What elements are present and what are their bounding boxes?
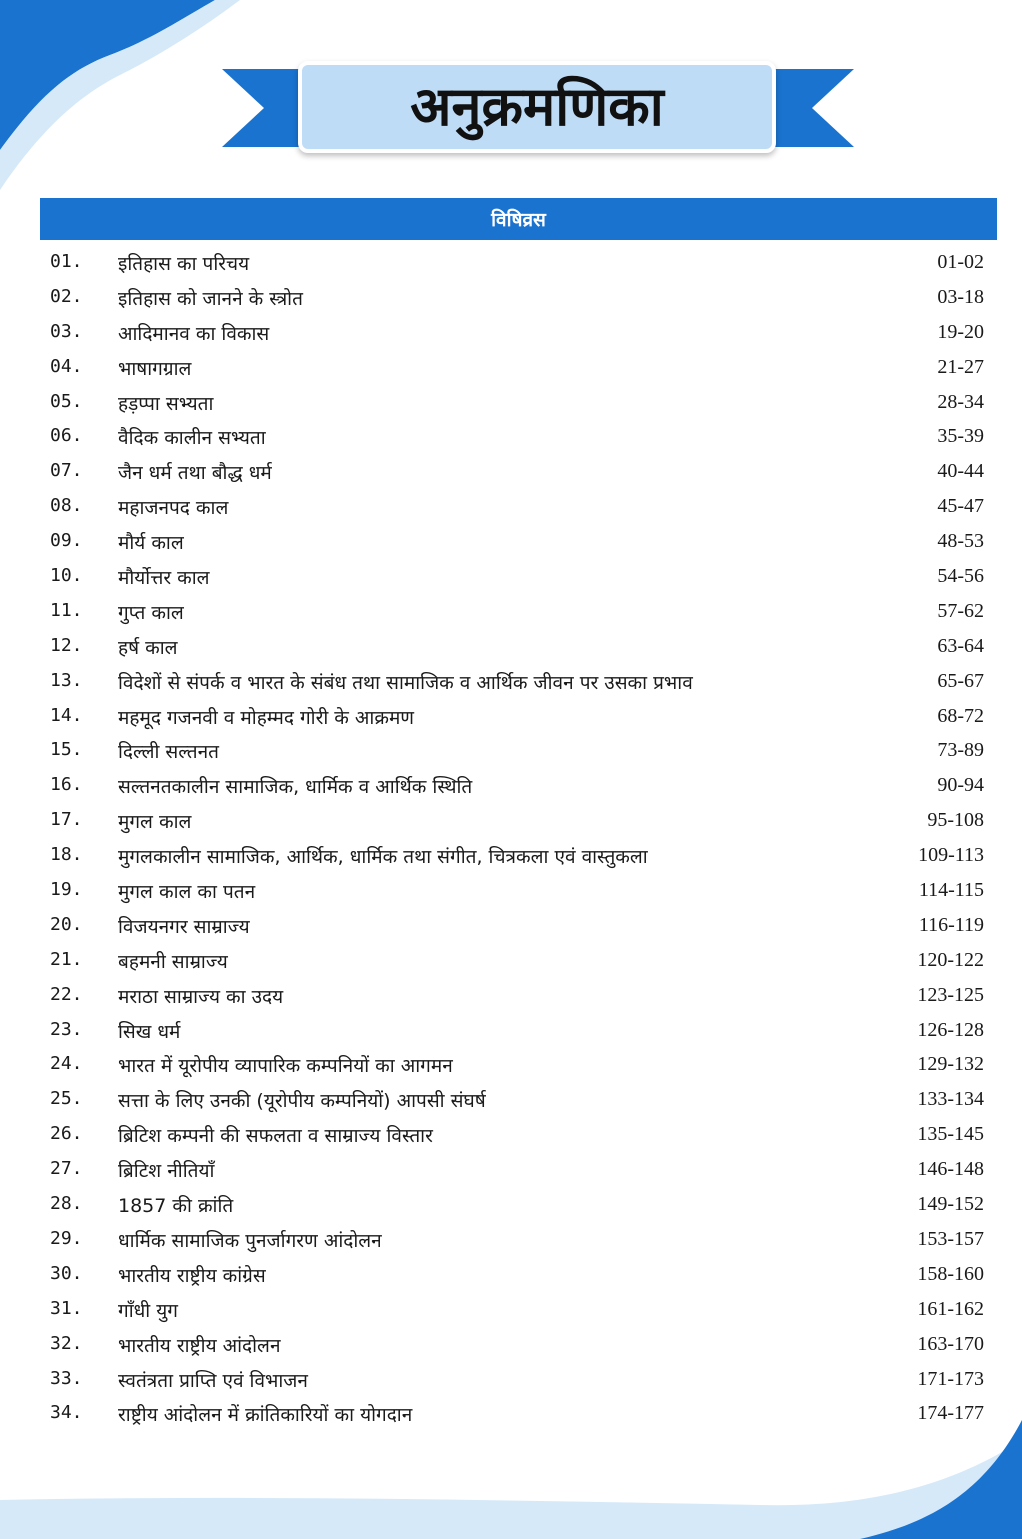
- toc-chapter-title: वैदिक कालीन सभ्यता: [118, 427, 266, 450]
- toc-row: [0, 1292, 1022, 1327]
- toc-row: [0, 1082, 1022, 1117]
- toc-chapter-title: मुगल काल: [118, 811, 192, 834]
- toc-row: [0, 664, 1022, 699]
- toc-row: [0, 350, 1022, 385]
- toc-page-range: 95-108: [927, 809, 984, 832]
- toc-number: 08.: [50, 495, 83, 517]
- toc-number: 18.: [50, 844, 83, 866]
- toc-page-range: 28-34: [937, 390, 984, 413]
- toc-number: 20.: [50, 913, 83, 935]
- toc-page-range: 21-27: [937, 355, 984, 378]
- toc-chapter-title: ब्रिटिश नीतियाँ: [118, 1160, 215, 1183]
- toc-page-range: 35-39: [937, 425, 984, 448]
- toc-row: [0, 1013, 1022, 1048]
- toc-number: 04.: [50, 355, 83, 377]
- toc-row: [0, 1222, 1022, 1257]
- toc-chapter-title: भारतीय राष्ट्रीय आंदोलन: [118, 1334, 281, 1357]
- toc-number: 14.: [50, 704, 83, 726]
- toc-page-range: 48-53: [937, 530, 984, 553]
- toc-chapter-title: मौर्य काल: [118, 532, 184, 555]
- toc-row: [0, 559, 1022, 594]
- table-header-label: विषिव्रस: [491, 209, 546, 231]
- toc-number: 30.: [50, 1262, 83, 1284]
- toc-page-range: 114-115: [918, 879, 984, 902]
- toc-chapter-title: धार्मिक सामाजिक पुनर्जागरण आंदोलन: [118, 1229, 382, 1252]
- toc-page-range: 45-47: [937, 495, 984, 518]
- toc-number: 19.: [50, 879, 83, 901]
- toc-page-range: 153-157: [917, 1227, 984, 1250]
- toc-number: 07.: [50, 460, 83, 482]
- toc-chapter-title: इतिहास को जानने के स्त्रोत: [118, 287, 303, 310]
- toc-chapter-title: विदेशों से संपर्क व भारत के संबंध तथा सामाजिक व आर्थिक जीवन पर उसका प्रभाव: [118, 671, 693, 694]
- toc-page-range: 63-64: [937, 634, 984, 657]
- toc-page-range: 120-122: [917, 948, 984, 971]
- toc-row: [0, 245, 1022, 280]
- toc-page-range: 123-125: [917, 983, 984, 1006]
- toc-row: [0, 768, 1022, 803]
- toc-chapter-title: मुगल काल का पतन: [118, 881, 256, 904]
- toc-page-range: 161-162: [917, 1297, 984, 1320]
- toc-row: [0, 594, 1022, 629]
- toc-row: [0, 385, 1022, 420]
- toc-row: [0, 838, 1022, 873]
- toc-chapter-title: मराठा साम्राज्य का उदय: [118, 985, 284, 1008]
- toc-number: 12.: [50, 634, 83, 656]
- toc-number: 29.: [50, 1227, 83, 1249]
- toc-page-range: 146-148: [917, 1158, 984, 1181]
- toc-page-range: 174-177: [917, 1402, 984, 1425]
- toc-page-range: 90-94: [937, 774, 984, 797]
- toc-chapter-title: मौर्योत्तर काल: [118, 567, 210, 590]
- toc-number: 13.: [50, 669, 83, 691]
- toc-row: [0, 419, 1022, 454]
- toc-row: [0, 1362, 1022, 1397]
- toc-number: 15.: [50, 739, 83, 761]
- toc-row: [0, 454, 1022, 489]
- toc-row: [0, 1117, 1022, 1152]
- toc-row: [0, 699, 1022, 734]
- toc-number: 32.: [50, 1332, 83, 1354]
- toc-chapter-title: सल्तनतकालीन सामाजिक, धार्मिक व आर्थिक स्थिति: [118, 776, 473, 799]
- toc-chapter-title: सिख धर्म: [118, 1020, 181, 1043]
- toc-row: [0, 1327, 1022, 1362]
- toc-page-range: 19-20: [937, 320, 984, 343]
- toc-row: [0, 489, 1022, 524]
- toc-number: 24.: [50, 1053, 83, 1075]
- toc-number: 05.: [50, 390, 83, 412]
- toc-number: 27.: [50, 1158, 83, 1180]
- toc-page-range: 68-72: [937, 704, 984, 727]
- toc-number: 16.: [50, 774, 83, 796]
- toc-list: [0, 245, 1022, 1431]
- ribbon-right-tail: [764, 69, 854, 147]
- toc-chapter-title: बहमनी साम्राज्य: [118, 950, 228, 973]
- toc-row: [0, 873, 1022, 908]
- toc-number: 17.: [50, 809, 83, 831]
- toc-row: [0, 1187, 1022, 1222]
- toc-row: [0, 1257, 1022, 1292]
- toc-row: [0, 803, 1022, 838]
- toc-row: [0, 1396, 1022, 1431]
- toc-row: [0, 733, 1022, 768]
- toc-number: 23.: [50, 1018, 83, 1040]
- toc-row: [0, 315, 1022, 350]
- toc-page-range: 73-89: [937, 739, 984, 762]
- toc-page-range: 116-119: [918, 913, 984, 936]
- toc-chapter-title: महाजनपद काल: [118, 497, 229, 520]
- toc-chapter-title: भारतीय राष्ट्रीय कांग्रेस: [118, 1264, 266, 1287]
- toc-number: 21.: [50, 948, 83, 970]
- toc-number: 11.: [50, 599, 83, 621]
- toc-chapter-title: हर्ष काल: [118, 636, 178, 659]
- toc-chapter-title: इतिहास का परिचय: [118, 253, 250, 275]
- toc-chapter-title: दिल्ली सल्तनत: [118, 741, 219, 764]
- toc-chapter-title: गुप्त काल: [118, 601, 184, 624]
- toc-page-range: 133-134: [917, 1088, 984, 1111]
- toc-page-range: 01-02: [937, 251, 984, 273]
- toc-page-range: 03-18: [937, 285, 984, 308]
- toc-row: [0, 1047, 1022, 1082]
- toc-row: [0, 629, 1022, 664]
- toc-number: 26.: [50, 1123, 83, 1145]
- toc-row: [0, 280, 1022, 315]
- toc-chapter-title: हड़प्पा सभ्यता: [118, 392, 214, 415]
- toc-page-range: 135-145: [917, 1123, 984, 1146]
- toc-number: 28.: [50, 1193, 83, 1215]
- toc-page-range: 171-173: [917, 1367, 984, 1390]
- toc-page-range: 57-62: [937, 599, 984, 622]
- toc-number: 10.: [50, 565, 83, 587]
- toc-chapter-title: भाषागग्राल: [118, 357, 192, 380]
- toc-page-range: 126-128: [917, 1018, 984, 1041]
- toc-number: 22.: [50, 983, 83, 1005]
- toc-chapter-title: गाँधी युग: [118, 1299, 178, 1322]
- toc-page-range: 163-170: [917, 1332, 984, 1355]
- toc-page-range: 40-44: [937, 460, 984, 483]
- toc-row: [0, 1152, 1022, 1187]
- toc-page-range: 109-113: [918, 844, 984, 867]
- toc-chapter-title: 1857 की क्रांति: [118, 1195, 234, 1218]
- title-banner: [222, 55, 854, 165]
- toc-number: 34.: [50, 1402, 83, 1424]
- toc-chapter-title: स्वतंत्रता प्राप्ति एवं विभाजन: [118, 1369, 308, 1392]
- toc-page-range: 158-160: [917, 1262, 984, 1285]
- toc-chapter-title: महमूद गजनवी व मोहम्मद गोरी के आक्रमण: [118, 706, 415, 729]
- toc-number: 06.: [50, 425, 83, 447]
- toc-row: [0, 908, 1022, 943]
- toc-chapter-title: भारत में यूरोपीय व्यापारिक कम्पनियों का आगमन: [118, 1055, 453, 1078]
- toc-row: [0, 943, 1022, 978]
- toc-page-range: 54-56: [937, 565, 984, 588]
- toc-number: 33.: [50, 1367, 83, 1389]
- toc-number: 31.: [50, 1297, 83, 1319]
- toc-chapter-title: राष्ट्रीय आंदोलन में क्रांतिकारियों का योगदान: [118, 1404, 413, 1427]
- toc-page-range: 149-152: [917, 1193, 984, 1216]
- toc-page-range: 65-67: [937, 669, 984, 692]
- toc-page-range: 129-132: [917, 1053, 984, 1076]
- toc-chapter-title: जैन धर्म तथा बौद्ध धर्म: [118, 462, 272, 485]
- toc-chapter-title: विजयनगर साम्राज्य: [118, 915, 250, 938]
- toc-number: 25.: [50, 1088, 83, 1110]
- toc-chapter-title: सत्ता के लिए उनकी (यूरोपीय कम्पनियों) आपसी संघर्ष: [118, 1090, 486, 1113]
- toc-number: 03.: [50, 320, 83, 342]
- toc-row: [0, 978, 1022, 1013]
- table-header-bar: [40, 198, 997, 240]
- toc-chapter-title: आदिमानव का विकास: [118, 322, 270, 345]
- toc-row: [0, 524, 1022, 559]
- toc-chapter-title: ब्रिटिश कम्पनी की सफलता व साम्राज्य विस्तार: [118, 1125, 433, 1148]
- toc-number: 09.: [50, 530, 83, 552]
- toc-chapter-title: मुगलकालीन सामाजिक, आर्थिक, धार्मिक तथा संगीत, चित्रकला एवं वास्तुकला: [118, 846, 648, 869]
- page-title: अनुक्रमणिका: [410, 75, 664, 138]
- title-box: [298, 61, 776, 153]
- toc-number: 02.: [50, 285, 83, 307]
- toc-number: 01.: [50, 251, 83, 272]
